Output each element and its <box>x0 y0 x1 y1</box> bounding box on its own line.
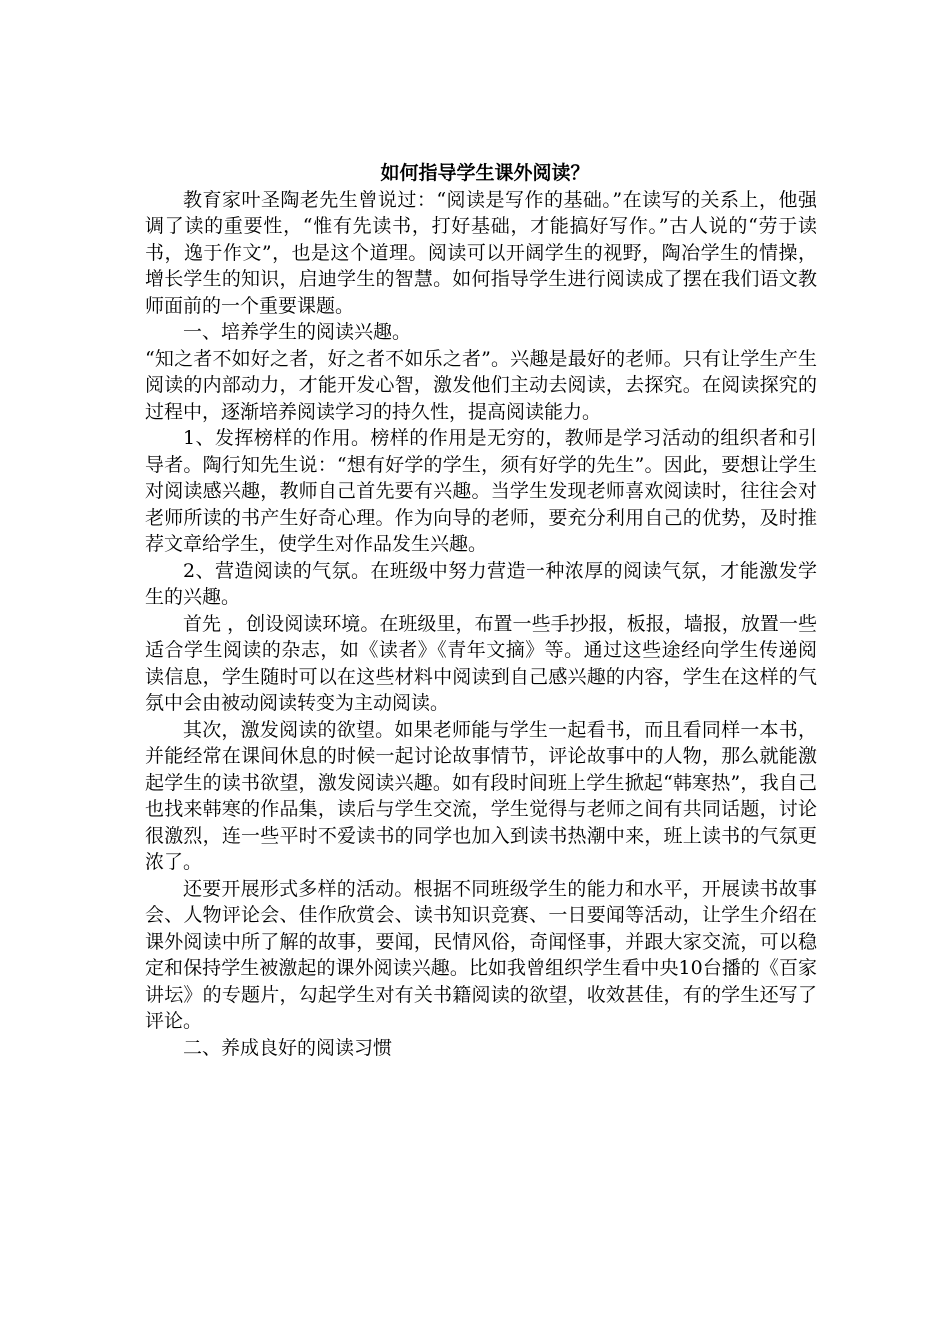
paragraph-intro: 教育家叶圣陶老先生曾说过：“阅读是写作的基础。”在读写的关系上，他强调了读的重要性，“惟有先读书，打好基础，才能搞好写作。”古人说的“劳于读书，逸于作文”，也是这个道理。阅读可以开阔学生的视野，陶冶学生的情操，增长学生的知识，启迪学生的智慧。如何指导学生进行阅读成了摆在我们语文教师面前的一个重要课题。 <box>145 188 817 317</box>
paragraph-atmosphere: 2、营造阅读的气氛。在班级中努力营造一种浓厚的阅读气氛，才能激发学生的兴趣。 <box>145 559 817 608</box>
heading-section-2: 二、养成良好的阅读习惯 <box>183 1036 393 1059</box>
paragraph-desire: 其次，激发阅读的欲望。如果老师能与学生一起看书，而且看同样一本书，并能经常在课间休息的时候一起讨论故事情节，评论故事中的人物，那么就能激起学生的读书欲望，激发阅读兴趣。如有段时间班上学生掀起“韩寒热”，我自己也找来韩寒的作品集，读后与学生交流，学生觉得与老师之间有共同话题，讨论很激烈，连一些平时不爱读书的同学也加入到读书热潮中来，班上读书的气氛更浓了。 <box>145 718 817 873</box>
paragraph-quote: “知之者不如好之者，好之者不如乐之者”。兴趣是最好的老师。只有让学生产生阅读的内部动力，才能开发心智，激发他们主动去阅读，去探究。在阅读探究的过程中，逐渐培养阅读学习的持久性，提高阅读能力。 <box>145 347 817 423</box>
paragraph-activities: 还要开展形式多样的活动。根据不同班级学生的能力和水平，开展读书故事会、人物评论会、佳作欣赏会、读书知识竞赛、一日要闻等活动，让学生介绍在课外阅读中所了解的故事，要闻，民情风俗，奇闻怪事，并跟大家交流，可以稳定和保持学生被激起的课外阅读兴趣。比如我曾组织学生看中央10台播的《百家讲坛》的专题片，勾起学生对有关书籍阅读的欲望，收效甚佳，有的学生还写了评论。 <box>145 877 817 1032</box>
document-page <box>145 160 817 1061</box>
document-title: 如何指导学生课外阅读？ <box>380 162 590 184</box>
heading-section-1: 一、培养学生的阅读兴趣。 <box>183 321 412 343</box>
paragraph-environment: 首先 ，创设阅读环境。在班级里，布置一些手抄报，板报，墙报，放置一些适合学生阅读的杂志，如《读者》《青年文摘》等。通过这些途经向学生传递阅读信息，学生随时可以在这些材料中阅读到自己感兴趣的内容，学生在这样的气氛中会由被动阅读转变为主动阅读。 <box>145 612 817 714</box>
paragraph-role-model: 1、发挥榜样的作用。榜样的作用是无穷的，教师是学习活动的组织者和引导者。陶行知先生说：“想有好学的学生，须有好学的先生”。因此，要想让学生对阅读感兴趣，教师自己首先要有兴趣。当学生发现老师喜欢阅读时，往往会对老师所读的书产生好奇心理。作为向导的老师，要充分利用自己的优势，及时推荐文章给学生，使学生对作品发生兴趣。 <box>145 427 817 555</box>
